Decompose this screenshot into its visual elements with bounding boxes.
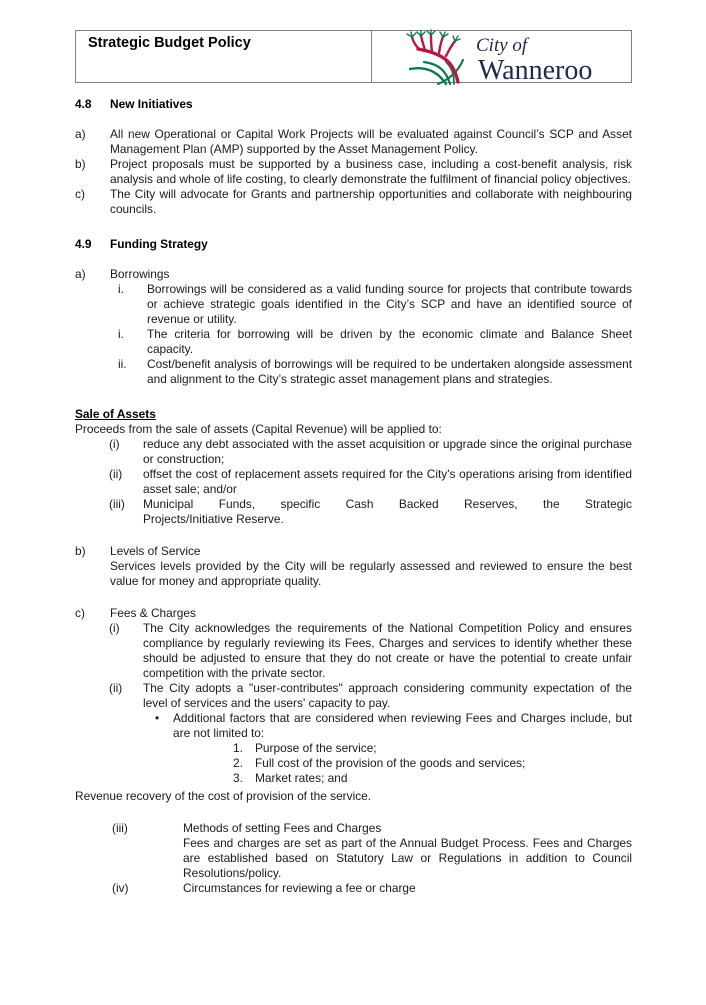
review-item [112,881,632,896]
section-number: 4.8 [75,97,92,111]
item-label: (i) [109,437,120,451]
item-body [110,544,632,589]
item-title: Borrowings [110,267,170,281]
bullet-marker: • [155,711,160,725]
item-text-line1: Municipal Funds, specific Cash Backed Reserves, the Strategic [143,497,632,511]
methods-item [112,821,632,881]
borrowings-sub-item [118,357,632,387]
page-title: Strategic Budget Policy [88,35,251,51]
fees-sub-item [109,681,632,711]
item-text: Fees and charges are set as part of the Annual Budget Process. Fees and Charges are established based on Statutory Law or Regulations in addition to Council Resolutions/policy. [183,836,632,880]
fees-bullet-item [155,711,632,741]
item-label: a) [75,267,86,281]
item-label: 3. [233,771,243,785]
item-label: c) [75,187,85,201]
item-text-line2: Projects/Initiative Reserve. [143,512,284,526]
kangaroo-paw-icon [407,30,463,84]
item-text: Project proposals must be supported by a business case, including a cost-benefit analysis, risk analysis and whole of life costing, to clearly demonstrate the fulfilment of financial policy objectives. [110,157,632,186]
levels-of-service-item [75,544,632,589]
item-label: i. [118,282,124,296]
item-label: i. [118,327,124,341]
sale-item [109,467,632,497]
item-title: Methods of setting Fees and Charges [183,821,382,835]
borrowings-sub-item [118,282,632,327]
logo-wanneroo: Wanneroo [478,55,593,86]
borrowings-item [75,267,632,282]
section-4-8-heading [75,97,632,112]
section-title: New Initiatives [110,97,193,111]
section-4-9-heading [75,237,632,252]
item-text: All new Operational or Capital Work Projects will be evaluated against Council’s SCP and Asset Management Plan (AMP) supported by the Asset Management Policy. [110,127,632,156]
fees-sub-item [109,621,632,681]
item-text: The criteria for borrowing will be driven by the economic climate and Balance Sheet capacity. [147,327,632,356]
item-label: a) [75,127,86,141]
item-text: Additional factors that are considered when reviewing Fees and Charges include, but are not limited to: [173,711,632,740]
item-text: The City acknowledges the requirements of the National Competition Policy and ensures compliance by regularly reviewing its Fees, Charges and services to identify whether these should be adjusted to ensure that they do not create or have the potential to create unfair competition with the private sector. [143,621,632,680]
list-item-c [75,187,632,217]
list-item-b [75,157,632,187]
fees-numbered-item [233,756,632,771]
header-title-cell [76,31,372,82]
item-text [143,497,632,527]
item-label: b) [75,544,86,558]
item-text: The City adopts a "user-contributes" approach considering community expectation of the level of services and the users' capacity to pay. [143,681,632,710]
item-title: Levels of Service [110,544,201,558]
item-label: (iii) [112,821,128,835]
item-text: Cost/benefit analysis of borrowings will be required to be undertaken alongside assessment and alignment to the City’s strategic asset management plans and strategies. [147,357,632,386]
item-title: Fees & Charges [110,606,196,620]
header-logo-cell [372,31,631,86]
header-box [75,30,632,86]
sale-item [109,437,632,467]
document-body [75,97,632,896]
item-label: 2. [233,756,243,770]
section-number: 4.9 [75,237,92,251]
item-text: Market rates; and [255,771,348,785]
logo-city-of: City of [476,35,528,56]
sale-of-assets-intro: Proceeds from the sale of assets (Capital Revenue) will be applied to: [75,422,442,436]
item-label: b) [75,157,86,171]
item-label: (iii) [109,497,125,511]
fees-and-charges-item [75,606,632,621]
city-of-wanneroo-logo [402,32,630,84]
item-label: (iv) [112,881,129,895]
list-item-a [75,127,632,157]
sale-item [109,497,632,527]
item-text: Services levels provided by the City will be regularly assessed and reviewed to ensure the best value for money and appropriate quality. [110,559,632,588]
item-text: The City will advocate for Grants and partnership opportunities and collaborate with neighbouring councils. [110,187,632,216]
revenue-note: Revenue recovery of the cost of provision of the service. [75,789,372,803]
sale-of-assets-block [75,407,632,527]
item-text: Full cost of the provision of the goods and services; [255,756,526,770]
item-body [183,821,632,881]
section-title: Funding Strategy [110,237,208,251]
borrowings-sub-item [118,327,632,357]
item-label: (ii) [109,467,123,481]
fees-numbered-item [233,741,632,756]
item-label: ii. [118,357,127,371]
fees-numbered-item [233,771,632,786]
item-label: (ii) [109,681,123,695]
item-label: c) [75,606,85,620]
item-text: offset the cost of replacement assets required for the City's operations arising from identified asset sale; and/or [143,467,632,496]
item-text: reduce any debt associated with the asset acquisition or upgrade since the original purchase or construction; [143,437,632,466]
sale-of-assets-heading: Sale of Assets [75,407,156,421]
item-label: (i) [109,621,120,635]
item-text: Purpose of the service; [255,741,377,755]
item-text: Borrowings will be considered as a valid funding source for projects that contribute towards or achieve strategic goals identified in the City’s SCP and have an identified source of revenue or utility. [147,282,632,326]
item-label: 1. [233,741,243,755]
item-text: Circumstances for reviewing a fee or charge [183,881,416,895]
